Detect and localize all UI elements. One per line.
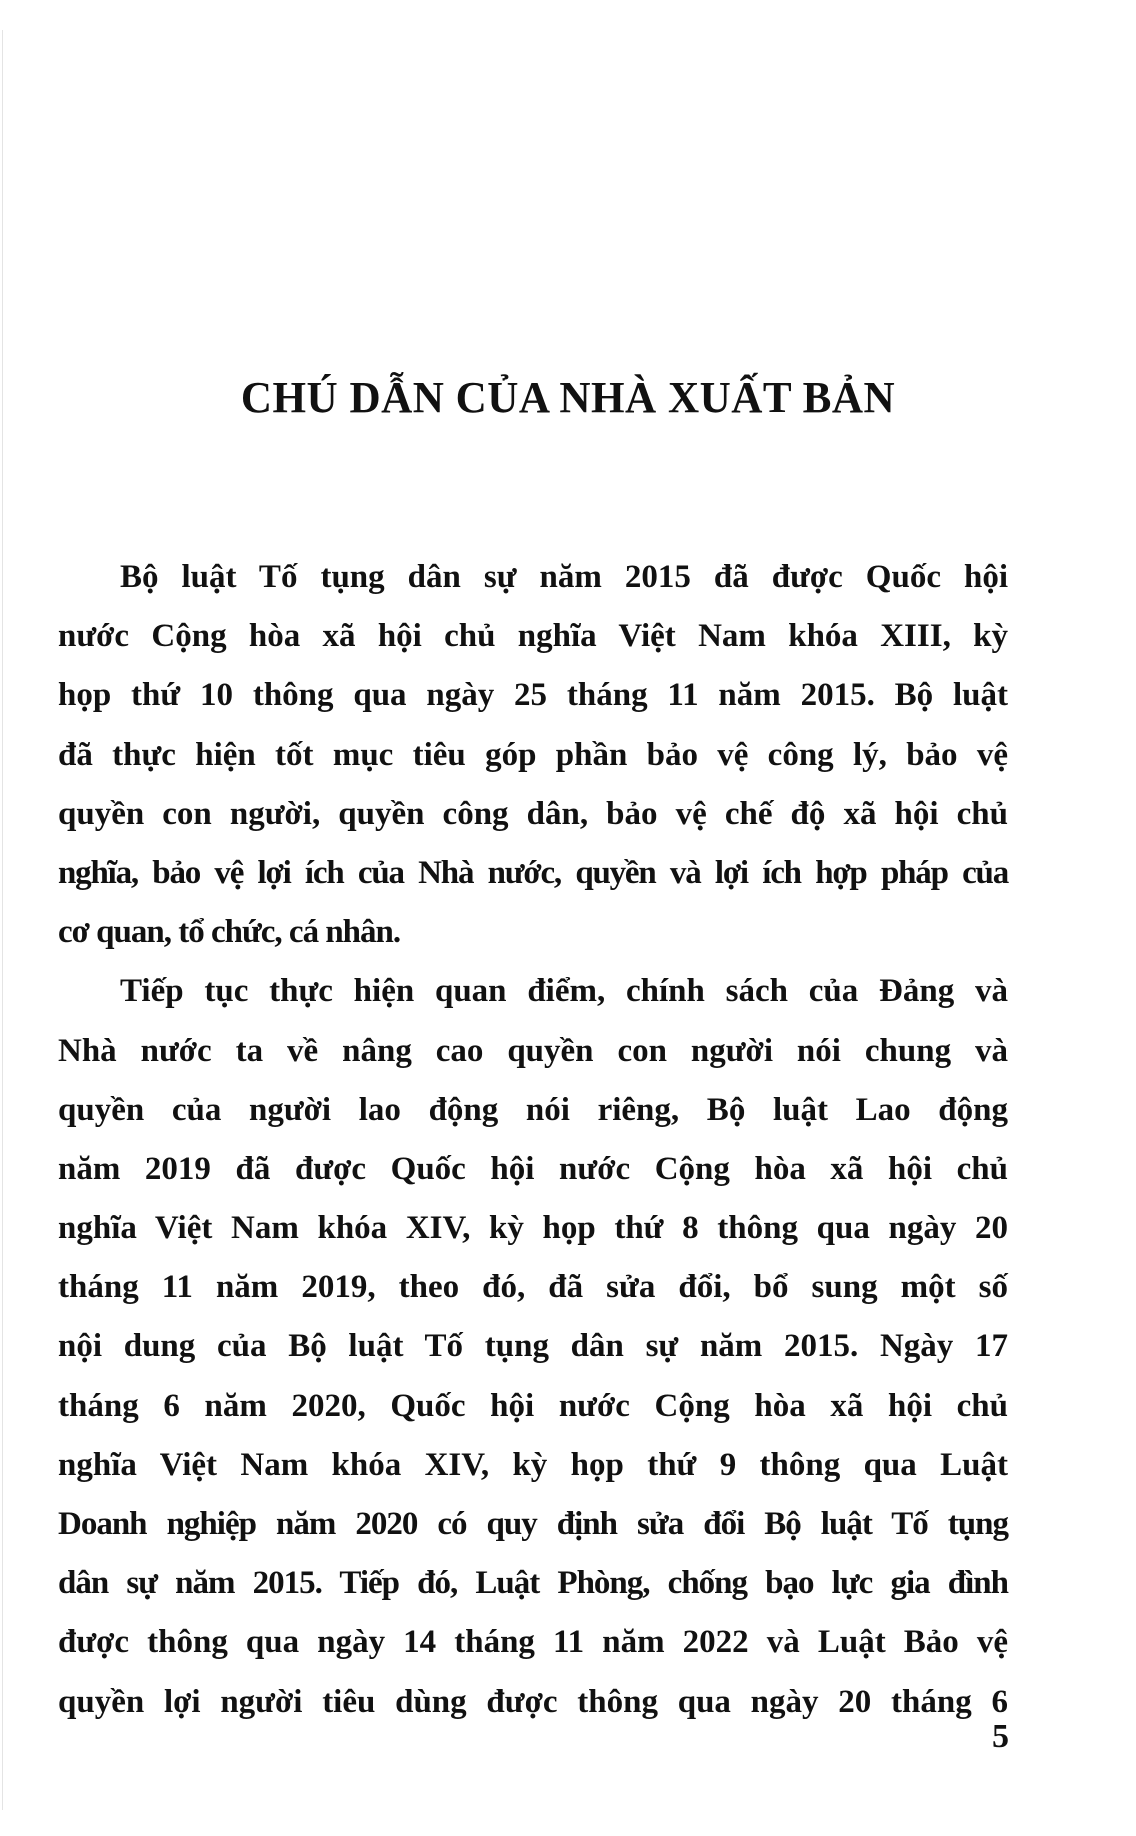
text-line: nghĩa Việt Nam khóa XIV, kỳ họp thứ 8 thông qua ngày 20 [58,1210,1008,1247]
text-line: nội dung của Bộ luật Tố tụng dân sự năm 2015. Ngày 17 [58,1328,1008,1365]
text-line: cơ quan, tổ chức, cá nhân. [58,914,401,951]
text-line: nghĩa, bảo vệ lợi ích của Nhà nước, quyền và lợi ích hợp pháp của [58,854,1008,891]
page-number: 5 [992,1718,1009,1755]
text-line: được thông qua ngày 14 tháng 11 năm 2022 và Luật Bảo vệ [58,1624,1008,1661]
text-line: họp thứ 10 thông qua ngày 25 tháng 11 năm 2015. Bộ luật [58,677,1008,714]
text-line: quyền lợi người tiêu dùng được thông qua ngày 20 tháng 6 [58,1683,1008,1720]
text-line: tháng 11 năm 2019, theo đó, đã sửa đổi, bổ sung một số [58,1269,1008,1306]
text-line: tháng 6 năm 2020, Quốc hội nước Cộng hòa xã hội chủ [58,1387,1008,1424]
text-line: Tiếp tục thực hiện quan điểm, chính sách của Đảng và [120,973,1008,1010]
text-line: dân sự năm 2015. Tiếp đó, Luật Phòng, chống bạo lực gia đình [58,1565,1008,1602]
paragraph [58,962,1008,1731]
text-line: năm 2019 đã được Quốc hội nước Cộng hòa xã hội chủ [58,1150,1008,1187]
page-edge-line [2,30,3,1810]
page-title: CHÚ DẪN CỦA NHÀ XUẤT BẢN [240,373,896,422]
text-line: nghĩa Việt Nam khóa XIV, kỳ họp thứ 9 thông qua Luật [58,1446,1008,1483]
text-line: đã thực hiện tốt mục tiêu góp phần bảo vệ công lý, bảo vệ [58,736,1008,773]
text-line: nước Cộng hòa xã hội chủ nghĩa Việt Nam khóa XIII, kỳ [58,618,1008,655]
body-text [58,548,1008,1732]
text-line: Doanh nghiệp năm 2020 có quy định sửa đổi Bộ luật Tố tụng [58,1506,1008,1542]
text-line: quyền của người lao động nói riêng, Bộ luật Lao động [58,1091,1008,1128]
text-line: quyền con người, quyền công dân, bảo vệ chế độ xã hội chủ [58,795,1008,832]
text-line: Bộ luật Tố tụng dân sự năm 2015 đã được Quốc hội [120,559,1008,595]
paragraph [58,548,1008,962]
text-line: Nhà nước ta về nâng cao quyền con người nói chung và [58,1032,1008,1069]
